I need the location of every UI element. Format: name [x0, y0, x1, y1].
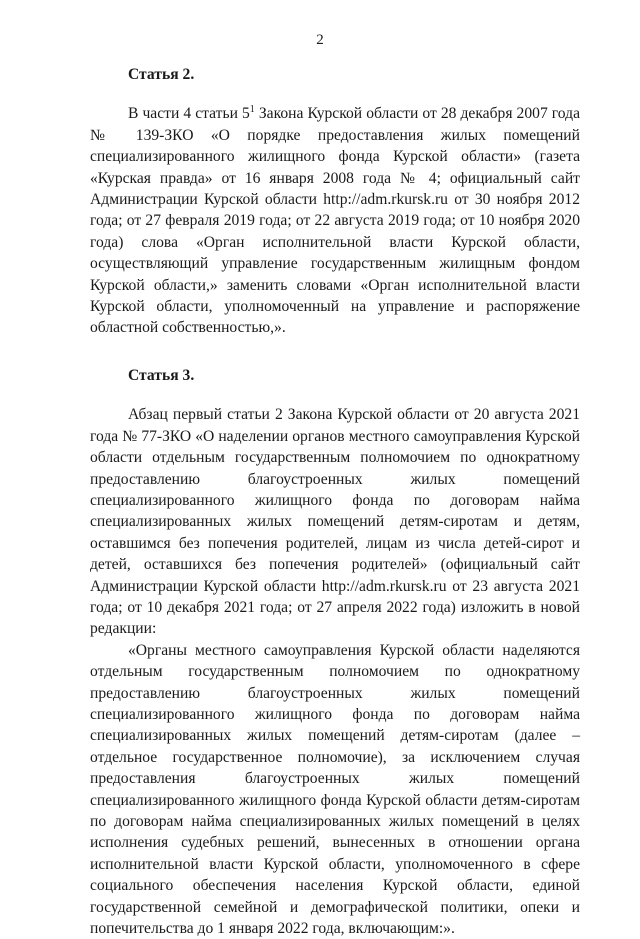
- article-3-paragraph-2: «Органы местного самоуправления Курской области наделяются отдельным государственным полномочием по однократному предоставлению благоустроенных жилых помещений специализированного жилищного фонда по договорам найма специализированных жилых помещений детям-сиротам (далее – отдельное государственное полномочие), за исключением случая предоставления благоустроенных жилых помещений специализированного жилищного фонда Курской области детям-сиротам по договорам найма специализированных жилых помещений в целях исполнения судебных решений, вынесенных в отношении органа исполнительной власти Курской области, уполномоченного в сфере социального обеспечения населения Курской области, единой государственной семейной и демографической политики, опеки и попечительства до 1 января 2022 года, включающим:».: [90, 641, 580, 938]
- article-3-paragraph-1: Абзац первый статьи 2 Закона Курской области от 20 августа 2021 года № 77-ЗКО «О наделении органов местного самоуправления Курской области отдельным государственным полномочием по однократному предоставлению благоустроенных жилых помещений специализированного жилищного фонда по договорам найма специализированных жилых помещений детям-сиротам и детям, оставшимся без попечения родителей, лицам из числа детей-сирот и детей, оставшихся без попечения родителей» (официальный сайт Администрации Курской области http://adm.rkursk.ru от 23 августа 2021 года; от 10 декабря 2021 года; от 27 апреля 2022 года) изложить в новой редакции:: [90, 406, 580, 638]
- document-body: [90, 58, 580, 939]
- article-3: [90, 365, 580, 939]
- article-2-paragraph: [90, 103, 580, 338]
- page-number: 2: [316, 32, 324, 48]
- article-3-heading: Статья 3.: [128, 366, 195, 384]
- article-2-text-start: В части 4 статьи 5: [128, 105, 250, 123]
- article-2-heading: Статья 2.: [128, 66, 195, 83]
- article-2-text-rest: Закона Курской области от 28 декабря 2007 года № 139-ЗКО «О порядке предоставления жилых помещений специализированного жилищного фонда Курской области» (газета «Курская правда» от 16 января 2008 года № 4; официальный сайт Администрации Курской области http://adm.rkursk.ru от 30 ноября 2012 года; от 27 февраля 2019 года; от 22 августа 2019 года; от 10 ноября 2020 года) слова «Орган исполнительной власти Курской области, осуществляющий управление государственным жилищным фондом Курской области,» заменить словами «Орган исполнительной власти Курской области, уполномоченный на управление и распоряжение областной собственностью,».: [90, 105, 581, 337]
- article-2-superscript: 1: [249, 104, 255, 116]
- article-2: [90, 64, 580, 339]
